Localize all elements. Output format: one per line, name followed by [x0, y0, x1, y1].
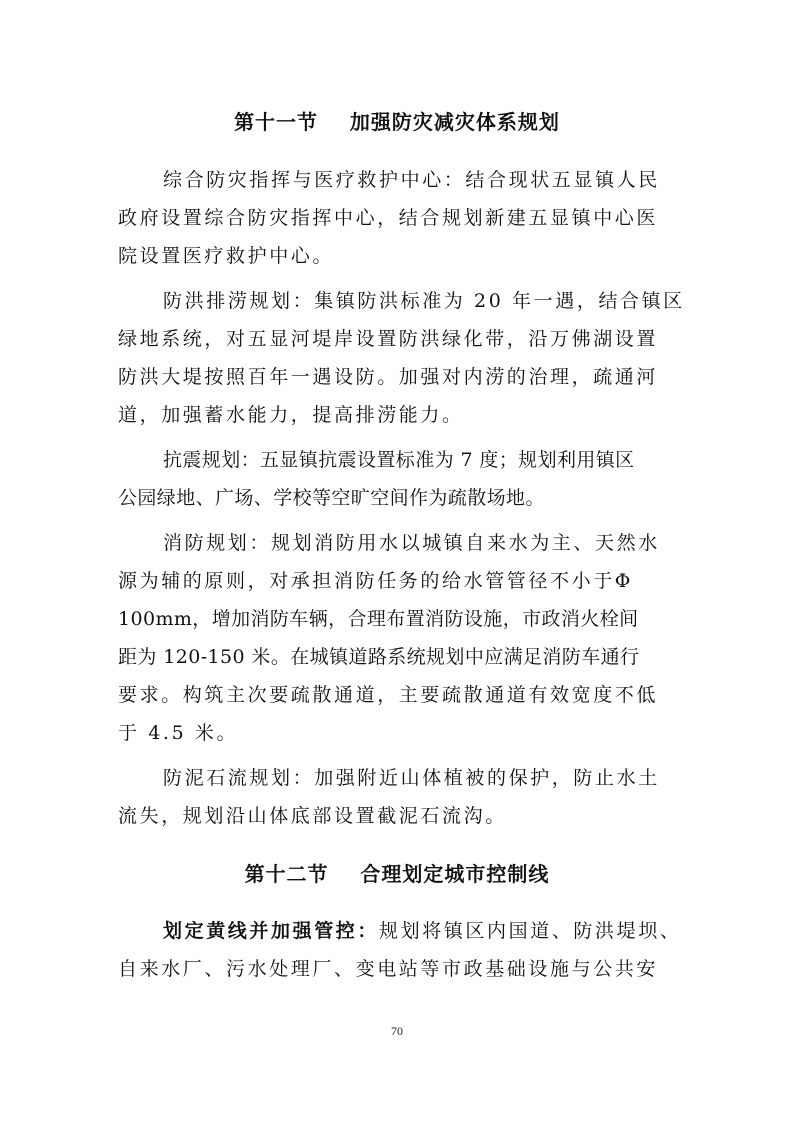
paragraph-lead: 划定黄线并加强管控： [163, 920, 380, 942]
paragraph-line: 源为辅的原则，对承担消防任务的给水管管径不小于Φ [118, 570, 633, 592]
paragraph-line: 自来水厂、污水处理厂、变电站等市政基础设施与公共安 [118, 958, 659, 980]
paragraph-line: 综合防灾指挥与医疗救护中心：结合现状五显镇人民 [163, 169, 660, 191]
section-heading: 第十二节 合理划定城市控制线 [244, 862, 550, 886]
paragraph-line: 于 4.5 米。 [118, 722, 239, 744]
paragraph-line: 消防规划：规划消防用水以城镇自来水为主、天然水 [163, 532, 660, 554]
paragraph-line [163, 916, 682, 946]
paragraph-line: 抗震规划：五显镇抗震设置标准为 7 度；规划利用镇区 [163, 449, 635, 471]
paragraph-line: 防洪大堤按照百年一遇设防。加强对内涝的治理，疏通河 [118, 366, 659, 388]
paragraph-line: 公园绿地、广场、学校等空旷空间作为疏散场地。 [118, 487, 545, 509]
paragraph-line: 要求。构筑主次要疏散通道，主要疏散通道有效宽度不低 [118, 684, 659, 706]
paragraph-line: 绿地系统，对五显河堤岸设置防洪绿化带，沿万佛湖设置 [118, 328, 659, 350]
paragraph-text: 规划将镇区内国道、防洪堤坝、 [379, 920, 682, 942]
page-number: 70 [391, 1024, 403, 1038]
paragraph-line: 距为 120-150 米。在城镇道路系统规划中应满足消防车通行 [118, 646, 640, 668]
paragraph-line: 政府设置综合防灾指挥中心，结合规划新建五显镇中心医 [118, 207, 659, 229]
paragraph-line: 防洪排涝规划：集镇防洪标准为 20 年一遇，结合镇区 [163, 290, 685, 312]
paragraph-line: 院设置医疗救护中心。 [118, 245, 335, 267]
section-heading: 第十一节 加强防灾减灾体系规划 [234, 110, 560, 134]
paragraph-line: 防泥石流规划：加强附近山体植被的保护，防止水土 [163, 767, 660, 789]
paragraph-line: 流失，规划沿山体底部设置截泥石流沟。 [118, 805, 507, 827]
paragraph-line: 100mm，增加消防车辆，合理布置消防设施，市政消火栓间 [118, 608, 639, 630]
paragraph-line: 道，加强蓄水能力，提高排涝能力。 [118, 404, 464, 426]
